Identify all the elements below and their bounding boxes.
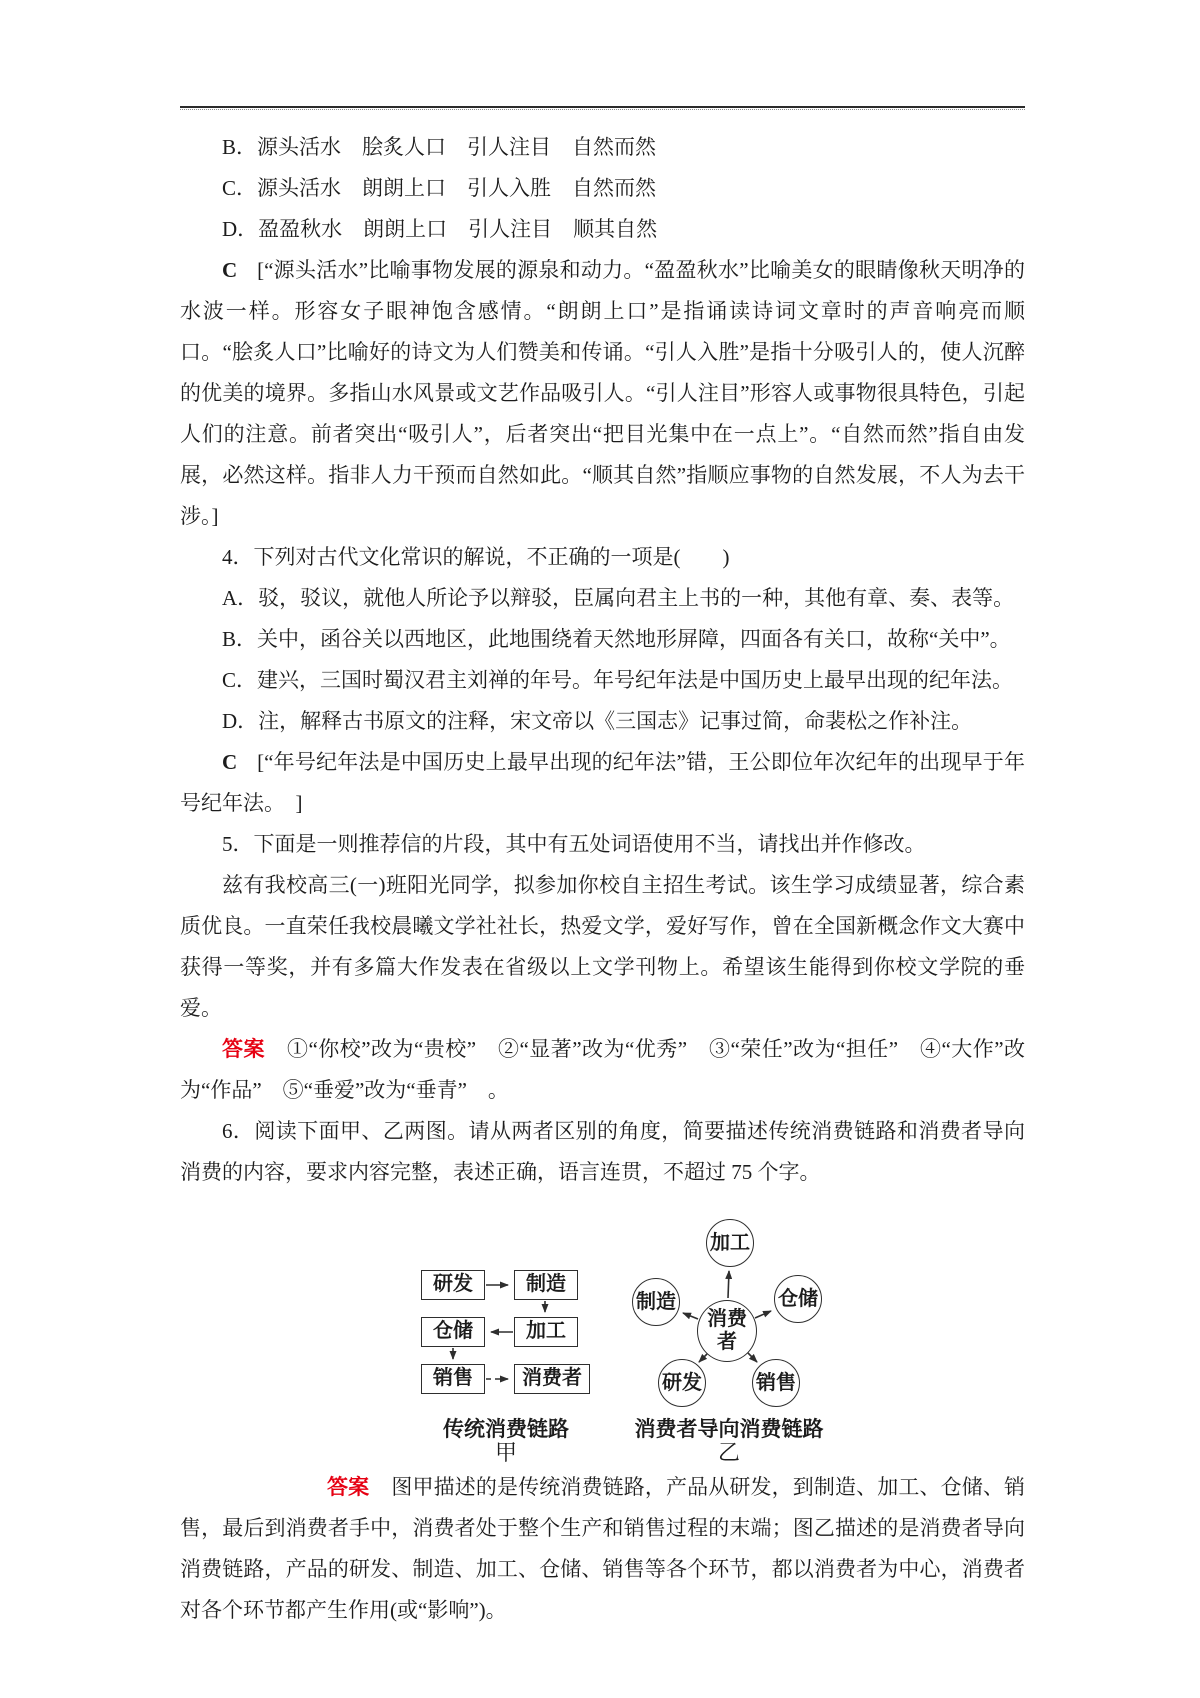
flow-node-consumer: 消费者 [514, 1364, 590, 1394]
spoke-node-research: 研发 [658, 1359, 706, 1407]
flow-node-research: 研发 [421, 1270, 485, 1300]
q5-answer-text: ①“你校”改为“贵校” ②“显著”改为“优秀” ③“荣任”改为“担任” ④“大作”改为“作品” ⑤“垂爱”改为“垂青” 。 [180, 1037, 1025, 1102]
spoke-node-warehouse: 仓储 [774, 1275, 822, 1323]
page-column [180, 0, 1025, 1631]
q6-answer-label: 答案 [327, 1476, 370, 1499]
q3-option-d: D．盈盈秋水 朗朗上口 引人注目 顺其自然 [222, 217, 658, 241]
q3-option-c: C．源头活水 朗朗上口 引人入胜 自然而然 [222, 176, 657, 200]
top-divider-rule [180, 106, 1025, 110]
figure-left-tag: 甲 [494, 1440, 517, 1465]
q4-answer-explanation: [“年号纪年法是中国历史上最早出现的纪年法”错，王公即位年次纪年的出现早于年号纪年法。 ] [180, 750, 1025, 815]
q6-answer-text: 图甲描述的是传统消费链路，产品从研发，到制造、加工、仓储、销售，最后到消费者手中，消费者处于整个生产和销售过程的末端；图乙描述的是消费者导向消费链路，产品的研发、制造、加工、仓储、销售等各个环节，都以消费者为中心，消费者对各个环节都产生作用(或“影响”)。 [180, 1475, 1026, 1622]
q4-option-c: C．建兴，三国时蜀汉君主刘禅的年号。年号纪年法是中国历史上最早出现的纪年法。 [222, 668, 1014, 692]
q3-answer-paragraph [180, 250, 1025, 537]
q5-answer-paragraph [180, 1029, 1025, 1111]
q6-stem: 6．阅读下面甲、乙两图。请从两者区别的角度，简要描述传统消费链路和消费者导向消费的内容，要求内容完整，表述正确，语言连贯，不超过 75 个字。 [180, 1119, 1025, 1184]
q4-option-d: D．注，解释古书原文的注释，宋文帝以《三国志》记事过简，命裴松之作补注。 [222, 709, 973, 733]
q5-stem: 5．下面是一则推荐信的片段，其中有五处词语使用不当，请找出并作修改。 [222, 832, 926, 856]
spoke-node-process: 加工 [706, 1219, 754, 1267]
q6-answer-paragraph [180, 1467, 1025, 1631]
q4-answer-paragraph [180, 742, 1025, 824]
spoke-node-sales: 销售 [752, 1359, 800, 1407]
spoke-node-manufacture: 制造 [632, 1278, 680, 1326]
q4-option-a: A．驳，驳议，就他人所论予以辩驳，臣属向君主上书的一种，其他有章、奏、表等。 [222, 586, 1015, 610]
q3-answer-letter: C [222, 258, 238, 282]
figure-left-caption: 传统消费链路 [443, 1418, 569, 1441]
q4-answer-letter: C [222, 750, 238, 774]
q4-option-b: B．关中，函谷关以西地区，此地围绕着天然地形屏障，四面各有关口，故称“关中”。 [222, 627, 1011, 651]
q5-passage: 兹有我校高三(一)班阳光同学，拟参加你校自主招生考试。该生学习成绩显著，综合素质优良。一直荣任我校晨曦文学社社长，热爱文学，爱好写作，曾在全国新概念作文大赛中获得一等奖，并有多篇大作发表在省级以上文学刊物上。希望该生能得到你校文学院的垂爱。 [180, 873, 1025, 1020]
flow-node-manufacture: 制造 [514, 1270, 578, 1300]
flow-node-sales: 销售 [421, 1364, 485, 1394]
flow-node-warehouse: 仓储 [421, 1317, 485, 1347]
q3-option-b: B．源头活水 脍炙人口 引人注目 自然而然 [222, 135, 657, 159]
figure-right-tag: 乙 [717, 1440, 740, 1465]
q3-answer-explanation: [“源头活水”比喻事物发展的源泉和动力。“盈盈秋水”比喻美女的眼睛像秋天明净的水波一样。形容女子眼神饱含感情。“朗朗上口”是指诵读诗词文章时的声音响亮而顺口。“脍炙人口”比喻好的诗文为人们赞美和传诵。“引人入胜”是指十分吸引人的，使人沉醉的优美的境界。多指山水风景或文艺作品吸引人。“引人注目”形容人或事物很具特色，引起人们的注意。前者突出“吸引人”，后者突出“把目光集中在一点上”。“自然而然”指自由发展，必然这样。指非人力干预而自然如此。“顺其自然”指顺应事物的自然发展，不人为去干涉。] [180, 258, 1025, 528]
q4-stem: 4．下列对古代文化常识的解说，不正确的一项是( ) [222, 545, 730, 569]
q5-answer-label: 答案 [222, 1038, 265, 1061]
document-body [180, 127, 1025, 1631]
figure-right-caption: 消费者导向消费链路 [634, 1418, 824, 1441]
hub-node-consumer: 消费者 [697, 1300, 757, 1362]
flow-node-process: 加工 [514, 1317, 578, 1347]
question6-figure [180, 1201, 1025, 1467]
